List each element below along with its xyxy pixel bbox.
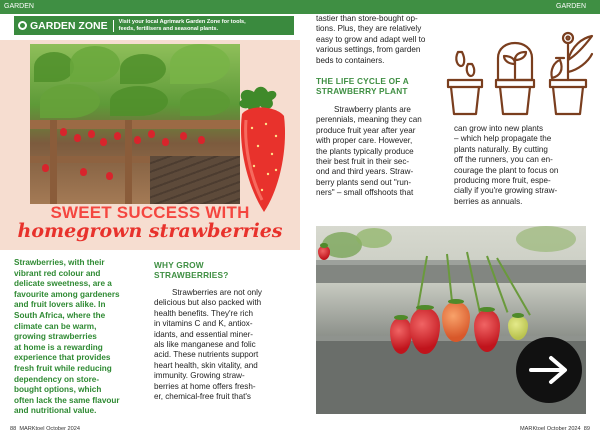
strawberry-plant-pot-icon (550, 33, 592, 114)
hero-strawberry-planter-photo (30, 44, 240, 204)
intro-paragraph: Strawberries, with their vibrant red colour and delicate sweetness, are a favourite among gardeners and fruit lovers alike. In South Africa, where the climate can be warm, growing strawberries at home is a rewarding experience that provides fresh fruit while reducing dependency on store- bought options, which often lack the same flavour and nutritional value. (14, 258, 120, 416)
section-tab-left: GARDEN (0, 0, 300, 14)
why-grow-column (154, 260, 292, 402)
garden-zone-banner[interactable] (14, 16, 294, 35)
headline-bottom: homegrown strawberries (17, 220, 283, 242)
headline-top: SWEET SUCCESS WITH (50, 203, 250, 222)
large-strawberry-illustration (236, 84, 290, 216)
right-column-1 (316, 14, 444, 199)
footer-right: MARKtoel October 2024 89 (520, 426, 590, 432)
seed-pot-icon (448, 52, 482, 114)
lifecycle-heading: THE LIFE CYCLE OF A STRAWBERRY PLANT (316, 76, 409, 97)
banner-line-1: Visit your local Agrimark Garden Zone for tools, (118, 18, 246, 25)
next-page-button[interactable] (516, 337, 582, 403)
garden-zone-logo-text: GARDEN ZONE (30, 19, 108, 32)
section-tab-left-end (286, 0, 300, 14)
garden-zone-logo-icon (18, 21, 27, 30)
lifecycle-body: Strawberry plants are perennials, meaning they can produce fruit year after year with proper care. However, the plants typically produce their best fruit in their sec- ond and third years. Straw- berry plants send out "run- ners" – small offshoots that (316, 105, 422, 198)
why-grow-heading: WHY GROW STRAWBERRIES? (154, 260, 229, 280)
banner-divider (113, 20, 114, 32)
banner-line-2: feeds, fertilisers and seasonal plants. (118, 25, 219, 32)
section-tab-right: GARDEN (300, 0, 600, 14)
runners-body: can grow into new plants – which help propagate the plants naturally. By cutting off the runners, you can en- courage the plant to focus on producing more fruit, espe- cially if you're growing straw- berries as annuals. (454, 124, 559, 206)
right-column-2 (454, 124, 586, 207)
sprout-pot-icon (496, 43, 534, 114)
growth-stages-icons (446, 30, 594, 116)
footer-left: 88 MARKtoel October 2024 (10, 426, 80, 432)
continued-body: tastier than store-bought op- tions. Plus, they are relatively easy to grow and adapt well to various settings, from garden beds to containers. (316, 14, 426, 65)
banner-text (119, 19, 246, 32)
why-grow-body: Strawberries are not only delicious but also packed with health benefits. They're rich in vitamins C and K, antiox- idants, and essential miner- als like manganese and folic acid. These nutrients support heart health, skin vitality, and immunity. Growing straw- berries at home offers fresh- er, chemical-free fruit that's (154, 288, 262, 402)
next-arrow-icon (529, 355, 569, 385)
garden-zone-logo (14, 20, 108, 32)
